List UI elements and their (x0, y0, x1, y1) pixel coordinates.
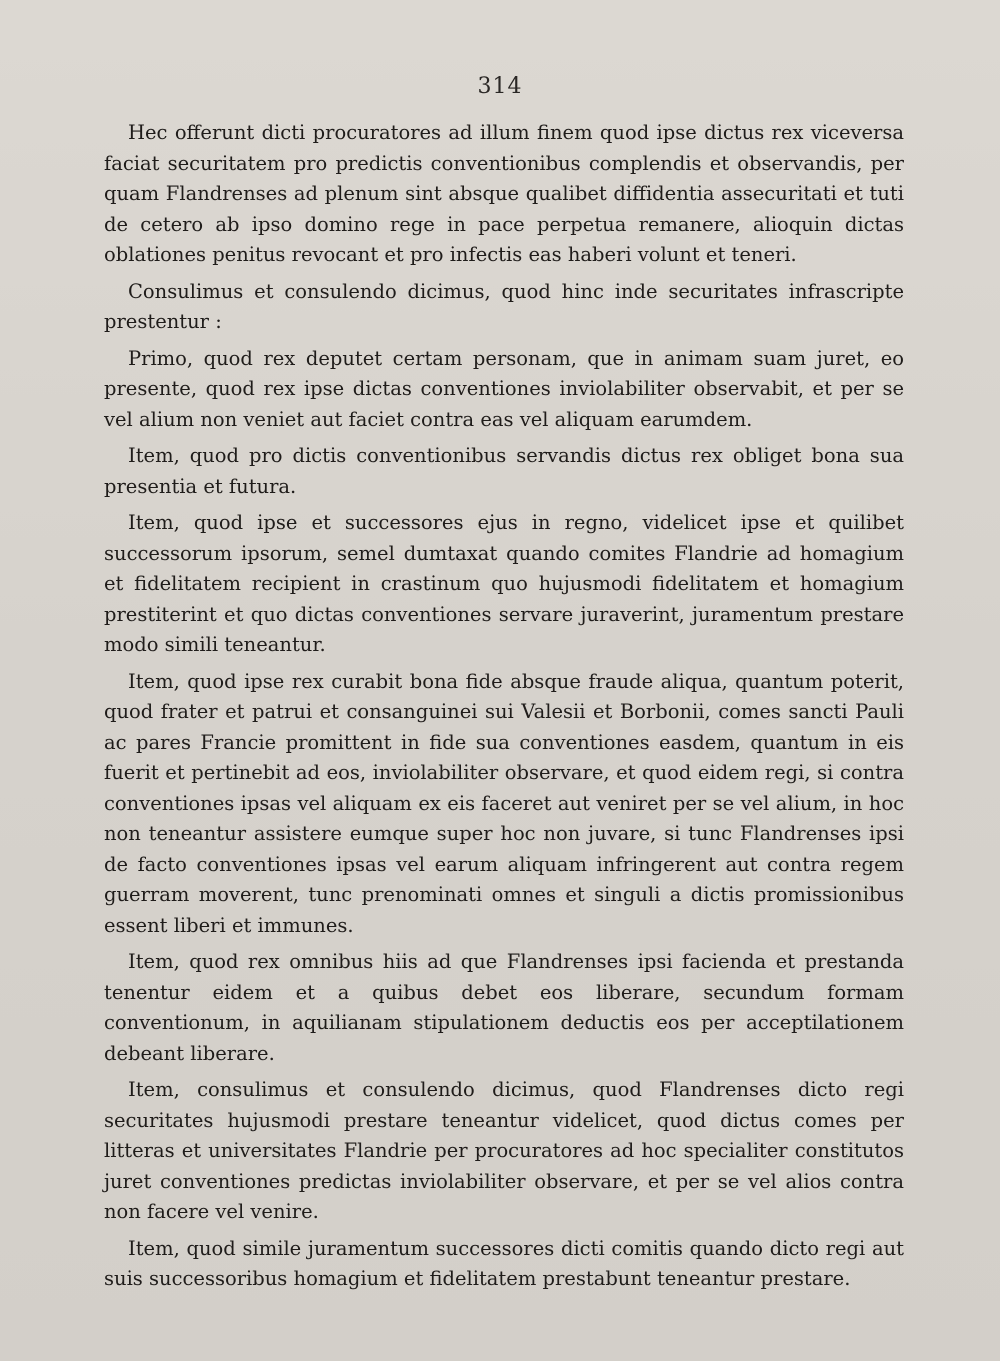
paragraph: Hec offerunt dicti procuratores ad illum finem quod ipse dictus rex viceversa faciat securitatem pro predictis conventionibus complendis et observandis, per quam Flandrenses ad plenum sint absque qualibet diffidentia assecuritati et tuti de cetero ab ipso domino rege in pace perpetua remanere, alioquin dictas oblationes penitus revocant et pro infectis eas haberi volunt et teneri. (104, 121, 904, 266)
paragraph: Item, consulimus et consulendo dicimus, quod Flandrenses dicto regi securitates hujusmodi prestare teneantur videlicet, quod dictus comes per litteras et universitates Flandrie per procuratores ad hoc specialiter constitutos juret conventiones predictas inviolabiliter observare, et per se vel alios contra non facere vel venire. (104, 1078, 904, 1223)
paragraph: Item, quod ipse et successores ejus in regno, videlicet ipse et quilibet successorum ipsorum, semel dumtaxat quando comites Flandrie ad homagium et fidelitatem recipient in crastinum quo hujusmodi fidelitatem et homagium prestiterint et quo dictas conventiones servare juraverint, juramentum prestare modo simili teneantur. (104, 511, 904, 656)
paragraph: Item, quod rex omnibus hiis ad que Flandrenses ipsi facienda et prestanda tenentur eidem et a quibus debet eos liberare, secundum formam conventionum, in aquilianam stipulationem deductis eos per acceptilationem debeant liberare. (104, 950, 904, 1065)
paragraph: Item, quod ipse rex curabit bona fide absque fraude aliqua, quantum poterit, quod frater et patrui et consanguinei sui Valesii et Borbonii, comes sancti Pauli ac pares Francie promittent in fide sua conventiones easdem, quantum in eis fuerit et pertinebit ad eos, inviolabiliter observare, et quod eidem regi, si contra conventiones ipsas vel aliquam ex eis faceret aut veniret per se vel alium, in hoc non teneantur assistere eumque super hoc non juvare, si tunc Flandrenses ipsi de facto conventiones ipsas vel earum aliquam infringerent aut contra regem guerram moverent, tunc prenominati omnes et singuli a dictis promissionibus essent liberi et immunes. (104, 669, 904, 937)
paragraph: Consulimus et consulendo dicimus, quod hinc inde securitates infrascripte prestentur : (104, 279, 904, 333)
paragraph: Item, quod simile juramentum successores dicti comitis quando dicto regi aut suis successoribus homagium et fidelitatem prestabunt teneantur prestare. (104, 1236, 904, 1290)
page-body (104, 118, 904, 1301)
paragraph: Item, quod pro dictis conventionibus servandis dictus rex obliget bona sua presentia et futura. (104, 444, 904, 498)
paragraph: Primo, quod rex deputet certam personam, que in animam suam juret, eo presente, quod rex ipse dictas conventiones inviolabiliter observabit, et per se vel alium non veniet aut faciet contra eas vel aliquam earumdem. (104, 346, 904, 431)
page-number: 314 (477, 74, 523, 99)
